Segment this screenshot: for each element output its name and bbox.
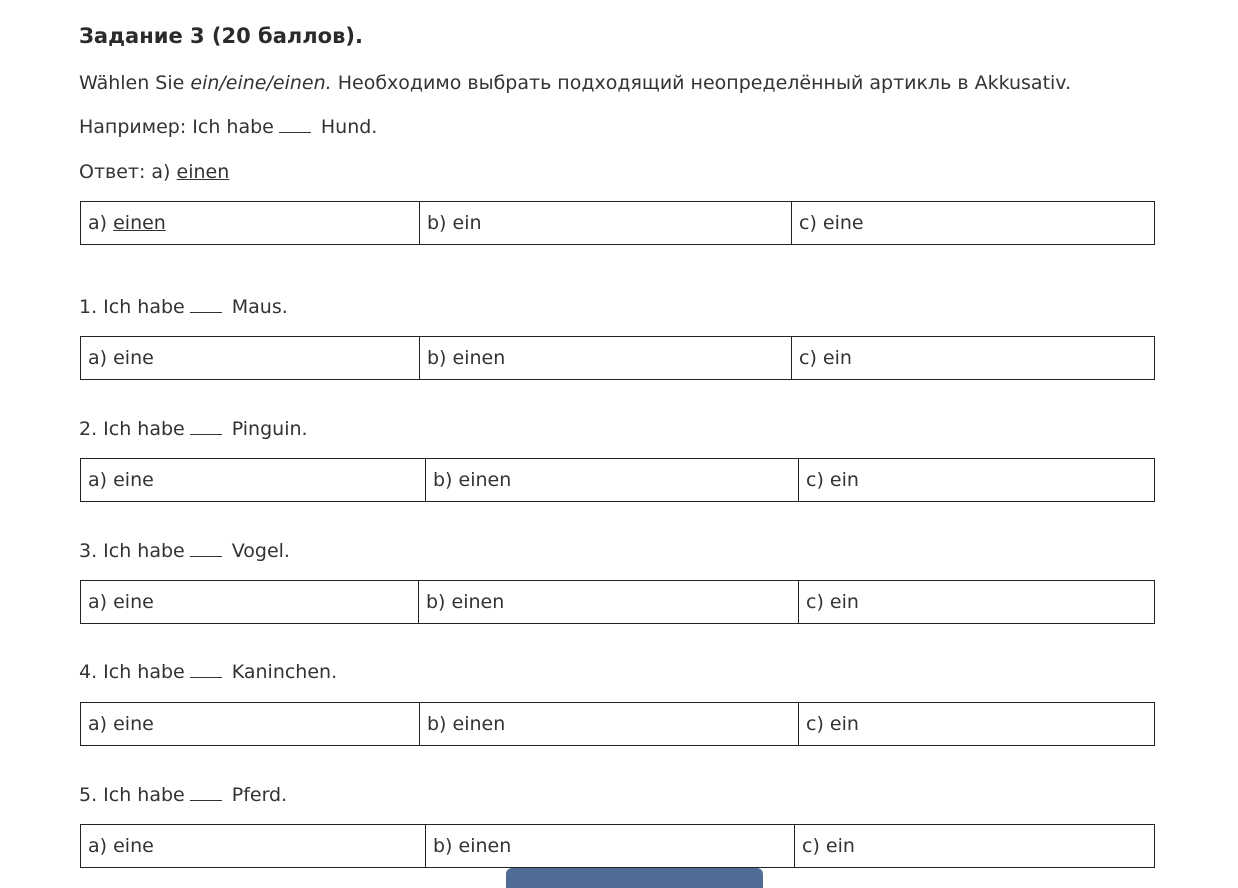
blank-line <box>190 296 222 313</box>
option-a[interactable]: a) eine <box>88 591 154 613</box>
option-b[interactable]: b) einen <box>418 581 798 623</box>
option-c[interactable]: c) ein <box>794 825 1154 867</box>
question-5-options <box>80 824 1155 868</box>
option-b[interactable]: b) einen <box>425 459 798 501</box>
example-options-row <box>80 201 1155 245</box>
example-answer <box>79 161 229 183</box>
question-3-options <box>80 580 1155 624</box>
bottom-action-bar[interactable] <box>506 868 763 888</box>
example-sentence <box>79 116 377 138</box>
question-prefix: 4. Ich habe <box>79 661 185 683</box>
instruction-suffix: Необходимо выбрать подходящий неопределённый артикль в Akkusativ. <box>331 72 1072 94</box>
blank-line <box>190 661 222 678</box>
question-1-options <box>80 336 1155 380</box>
option-a <box>81 202 419 244</box>
option-c[interactable]: c) ein <box>798 703 1154 745</box>
option-a[interactable]: a) eine <box>88 835 154 857</box>
example-suffix: Hund. <box>320 116 378 138</box>
option-b[interactable]: b) einen <box>419 703 798 745</box>
question-suffix: Kaninchen. <box>231 661 338 683</box>
instruction-italic: ein/eine/einen. <box>190 72 332 94</box>
question-4-options <box>80 702 1155 746</box>
task-title: Задание 3 (20 баллов). <box>79 24 363 48</box>
question-1 <box>79 296 288 318</box>
option-c: c) eine <box>791 202 1154 244</box>
question-suffix: Pferd. <box>231 784 288 806</box>
blank-line <box>190 418 222 435</box>
option-value: einen <box>113 212 166 234</box>
answer-prefix: Ответ: а) <box>79 161 177 183</box>
question-suffix: Vogel. <box>231 540 290 562</box>
question-suffix: Pinguin. <box>231 418 308 440</box>
question-3 <box>79 540 290 562</box>
option-label: a) <box>88 212 114 234</box>
question-prefix: 5. Ich habe <box>79 784 185 806</box>
option-a[interactable]: a) eine <box>88 469 154 491</box>
instruction <box>79 72 1071 94</box>
option-c[interactable]: c) ein <box>791 337 1154 379</box>
option-a[interactable]: a) eine <box>88 347 154 369</box>
answer-value: einen <box>176 161 230 183</box>
option-b[interactable]: b) einen <box>425 825 794 867</box>
blank-line <box>190 540 222 557</box>
option-a[interactable]: a) eine <box>88 713 154 735</box>
option-b: b) ein <box>419 202 791 244</box>
question-prefix: 1. Ich habe <box>79 296 185 318</box>
example-prefix: Например: Ich habe <box>79 116 274 138</box>
option-b[interactable]: b) einen <box>419 337 791 379</box>
question-4 <box>79 661 337 683</box>
question-2 <box>79 418 308 440</box>
question-suffix: Maus. <box>231 296 288 318</box>
option-c[interactable]: c) ein <box>798 459 1154 501</box>
question-5 <box>79 784 287 806</box>
option-c[interactable]: c) ein <box>798 581 1154 623</box>
question-prefix: 3. Ich habe <box>79 540 185 562</box>
blank-line <box>190 784 222 801</box>
blank-line <box>279 116 311 133</box>
instruction-prefix: Wählen Sie <box>79 72 191 94</box>
question-2-options <box>80 458 1155 502</box>
question-prefix: 2. Ich habe <box>79 418 185 440</box>
